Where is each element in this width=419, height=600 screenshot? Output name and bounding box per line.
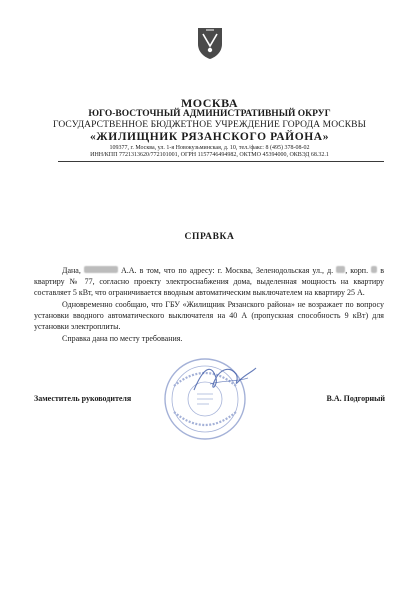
document-body	[34, 265, 384, 345]
p1-text-b: А.А. в том, что по адресу: г. Москва, Зеленодольская ул., д.	[117, 266, 337, 275]
header-org-name: «ЖИЛИЩНИК РЯЗАНСКОГО РАЙОНА»	[89, 131, 330, 143]
header-institution: ГОСУДАРСТВЕННОЕ БЮДЖЕТНОЕ УЧРЕЖДЕНИЕ ГОРОДА МОСКВЫ	[52, 120, 366, 130]
p1-text-d: в квартиру № 77, согласно проекту электроснабжения дома, выделенная мощность на квартиру составляет 5 кВт, что ограничивается вводным автоматическим выключателем на квартиру 25 А.	[34, 266, 385, 297]
header-divider	[58, 161, 384, 162]
handwritten-signature	[190, 360, 260, 400]
redacted-building-number	[371, 266, 377, 273]
p1-text-c: , корп.	[345, 266, 372, 275]
header-address: 109377, г. Москва, ул. 1-я Новокузьминская, д. 10, тел./факс: 8 (495) 378-08-02	[109, 145, 310, 151]
signatory-name: В.А. Подгорный	[326, 394, 385, 403]
coat-of-arms-emblem	[196, 26, 224, 60]
p1-text-a: Дана,	[62, 266, 84, 275]
header-codes: ИНН/КПП 7721313620/772101001, ОГРН 1157746494982, ОКТМО 45394000, ОКВЭД 68.32.1	[90, 152, 329, 158]
paragraph-3: Справка дана по месту требования.	[62, 334, 183, 343]
signatory-role: Заместитель руководителя	[34, 394, 132, 403]
header-district: ЮГО-ВОСТОЧНЫЙ АДМИНИСТРАТИВНЫЙ ОКРУГ	[88, 109, 331, 119]
paragraph-2: Одновременно сообщаю, что ГБУ «Жилищник Рязанского района» не возражает по вопросу установки вводного автоматического выключателя на 40 А (пропускная способность 9 кВт) для установки электроплиты.	[34, 300, 384, 331]
paragraph-1	[34, 265, 384, 298]
header-city: МОСКВА	[180, 96, 239, 110]
redacted-surname	[84, 266, 118, 273]
document-title: СПРАВКА	[184, 232, 235, 242]
redacted-house-number	[336, 266, 345, 273]
